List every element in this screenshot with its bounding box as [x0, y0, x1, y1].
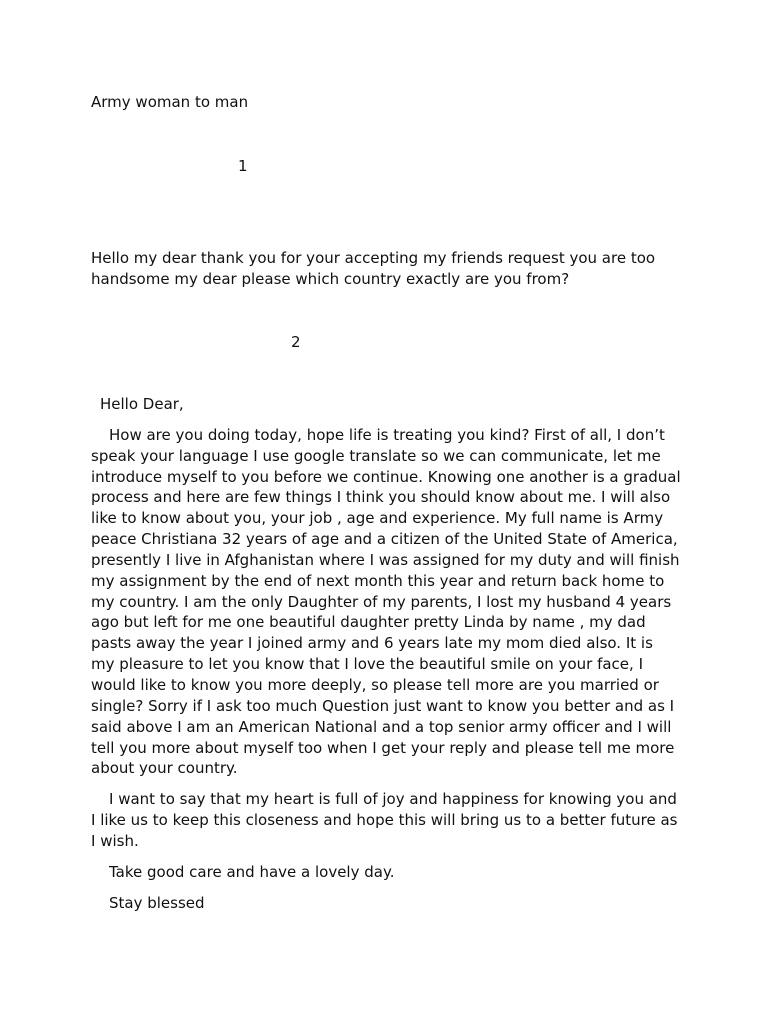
document-title: Army woman to man — [91, 93, 249, 111]
message-2-signoff: Stay blessed — [109, 893, 205, 912]
message-number-2: 2 — [291, 333, 301, 351]
message-2 — [91, 394, 681, 923]
message-2-closing: Take good care and have a lovely day. — [109, 862, 395, 881]
message-number-1: 1 — [238, 157, 248, 175]
message-2-greeting: Hello Dear, — [100, 395, 184, 413]
message-2-paragraph-2: I want to say that my heart is full of joy and happiness for knowing you and I like us to keep this closeness and hope this will bring us to a better future as I wish. — [91, 790, 678, 850]
message-2-paragraph-1: How are you doing today, hope life is treating you kind? First of all, I don’t speak your language I use google translate so we can communicate, let me introduce myself to you before we continue. Knowing one another is a gradual process and here are few things I think you should know about me. I will also like to know about you, your job , age and experience. My full name is Army peace Christiana 32 years of age and a citizen of the United State of America, presently I live in Afghanistan where I was assigned for my duty and will finish my assignment by the end of next month this year and return back home to my country. I am the only Daughter of my parents, I lost my husband 4 years ago but left for me one beautiful daughter pretty Linda by name , my dad pasts away the year I joined army and 6 years late my mom died also. It is my pleasure to let you know that I love the beautiful smile on your face, I would like to know you more deeply, so please tell more are you married or single? Sorry if I ask too much Question just want to know you better and as I said above I am an American National and a top senior army officer and I will tell you more about myself too when I get your reply and please tell me more about your country. — [91, 425, 681, 778]
message-1-text: Hello my dear thank you for your accepting my friends request you are too handsome my dear please which country exactly are you from? — [91, 249, 656, 288]
